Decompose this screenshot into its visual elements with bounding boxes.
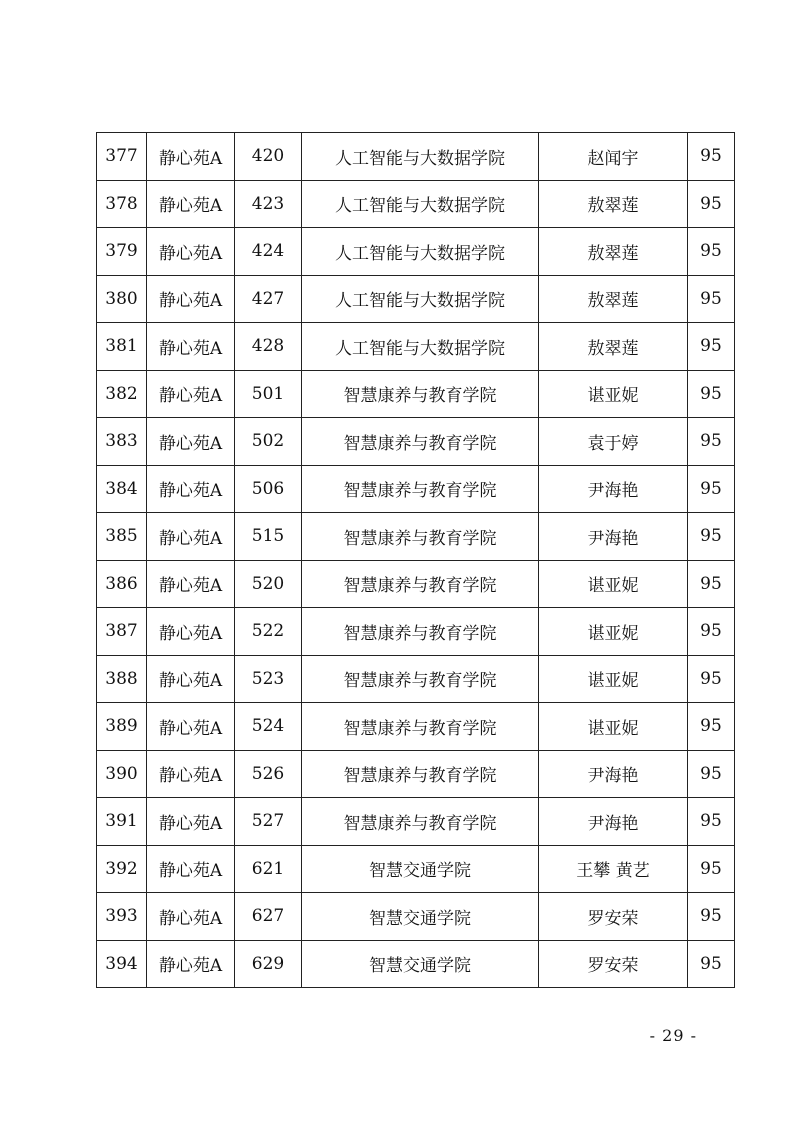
score-cell: 95 <box>688 703 735 751</box>
counselor-cell: 谌亚妮 <box>539 608 688 656</box>
score-cell: 95 <box>688 845 735 893</box>
table-row <box>97 275 735 323</box>
counselor-cell: 尹海艳 <box>539 798 688 846</box>
building-cell: 静心苑A <box>147 940 235 988</box>
score-cell: 95 <box>688 180 735 228</box>
college-cell: 人工智能与大数据学院 <box>302 275 539 323</box>
college-cell: 智慧康养与教育学院 <box>302 465 539 513</box>
row-index-cell: 394 <box>97 940 147 988</box>
counselor-cell: 谌亚妮 <box>539 703 688 751</box>
building-cell: 静心苑A <box>147 845 235 893</box>
building-cell: 静心苑A <box>147 608 235 656</box>
room-number-cell: 523 <box>235 655 302 703</box>
college-cell: 智慧交通学院 <box>302 893 539 941</box>
room-number-cell: 424 <box>235 228 302 276</box>
table-row <box>97 228 735 276</box>
counselor-cell: 袁于婷 <box>539 418 688 466</box>
building-cell: 静心苑A <box>147 370 235 418</box>
building-cell: 静心苑A <box>147 275 235 323</box>
counselor-cell: 尹海艳 <box>539 750 688 798</box>
college-cell: 智慧康养与教育学院 <box>302 560 539 608</box>
table-row <box>97 845 735 893</box>
row-index-cell: 384 <box>97 465 147 513</box>
score-cell: 95 <box>688 798 735 846</box>
score-cell: 95 <box>688 655 735 703</box>
table-row <box>97 750 735 798</box>
score-cell: 95 <box>688 133 735 181</box>
college-cell: 智慧康养与教育学院 <box>302 418 539 466</box>
building-cell: 静心苑A <box>147 180 235 228</box>
college-cell: 人工智能与大数据学院 <box>302 180 539 228</box>
table-row <box>97 180 735 228</box>
room-number-cell: 427 <box>235 275 302 323</box>
row-index-cell: 377 <box>97 133 147 181</box>
counselor-cell: 王攀 黄艺 <box>539 845 688 893</box>
counselor-cell: 敖翠莲 <box>539 275 688 323</box>
room-number-cell: 502 <box>235 418 302 466</box>
table-row <box>97 893 735 941</box>
table-body <box>97 133 735 988</box>
table-row <box>97 560 735 608</box>
room-number-cell: 522 <box>235 608 302 656</box>
score-cell: 95 <box>688 228 735 276</box>
counselor-cell: 谌亚妮 <box>539 560 688 608</box>
row-index-cell: 393 <box>97 893 147 941</box>
college-cell: 人工智能与大数据学院 <box>302 133 539 181</box>
building-cell: 静心苑A <box>147 703 235 751</box>
college-cell: 智慧康养与教育学院 <box>302 655 539 703</box>
college-cell: 智慧康养与教育学院 <box>302 750 539 798</box>
table-row <box>97 418 735 466</box>
table-row <box>97 703 735 751</box>
table-row <box>97 370 735 418</box>
counselor-cell: 罗安荣 <box>539 940 688 988</box>
score-cell: 95 <box>688 370 735 418</box>
room-number-cell: 515 <box>235 513 302 561</box>
table-row <box>97 465 735 513</box>
table-row <box>97 133 735 181</box>
college-cell: 智慧康养与教育学院 <box>302 370 539 418</box>
counselor-cell: 谌亚妮 <box>539 655 688 703</box>
building-cell: 静心苑A <box>147 228 235 276</box>
row-index-cell: 378 <box>97 180 147 228</box>
row-index-cell: 381 <box>97 323 147 371</box>
row-index-cell: 383 <box>97 418 147 466</box>
room-number-cell: 527 <box>235 798 302 846</box>
building-cell: 静心苑A <box>147 750 235 798</box>
table-row <box>97 940 735 988</box>
row-index-cell: 392 <box>97 845 147 893</box>
row-index-cell: 380 <box>97 275 147 323</box>
counselor-cell: 尹海艳 <box>539 513 688 561</box>
row-index-cell: 390 <box>97 750 147 798</box>
counselor-cell: 赵闻宇 <box>539 133 688 181</box>
building-cell: 静心苑A <box>147 798 235 846</box>
score-cell: 95 <box>688 275 735 323</box>
building-cell: 静心苑A <box>147 655 235 703</box>
room-number-cell: 520 <box>235 560 302 608</box>
score-cell: 95 <box>688 465 735 513</box>
room-number-cell: 621 <box>235 845 302 893</box>
table-row <box>97 798 735 846</box>
dormitory-score-table <box>96 132 735 988</box>
college-cell: 智慧交通学院 <box>302 940 539 988</box>
building-cell: 静心苑A <box>147 418 235 466</box>
college-cell: 智慧康养与教育学院 <box>302 798 539 846</box>
score-cell: 95 <box>688 323 735 371</box>
college-cell: 智慧康养与教育学院 <box>302 608 539 656</box>
row-index-cell: 391 <box>97 798 147 846</box>
building-cell: 静心苑A <box>147 513 235 561</box>
table-row <box>97 513 735 561</box>
room-number-cell: 526 <box>235 750 302 798</box>
row-index-cell: 386 <box>97 560 147 608</box>
counselor-cell: 谌亚妮 <box>539 370 688 418</box>
row-index-cell: 379 <box>97 228 147 276</box>
building-cell: 静心苑A <box>147 133 235 181</box>
room-number-cell: 428 <box>235 323 302 371</box>
room-number-cell: 501 <box>235 370 302 418</box>
building-cell: 静心苑A <box>147 560 235 608</box>
score-cell: 95 <box>688 750 735 798</box>
score-cell: 95 <box>688 608 735 656</box>
building-cell: 静心苑A <box>147 893 235 941</box>
college-cell: 人工智能与大数据学院 <box>302 323 539 371</box>
table-row <box>97 608 735 656</box>
table-row <box>97 323 735 371</box>
score-cell: 95 <box>688 893 735 941</box>
counselor-cell: 敖翠莲 <box>539 323 688 371</box>
row-index-cell: 388 <box>97 655 147 703</box>
score-cell: 95 <box>688 560 735 608</box>
room-number-cell: 629 <box>235 940 302 988</box>
counselor-cell: 敖翠莲 <box>539 228 688 276</box>
room-number-cell: 524 <box>235 703 302 751</box>
page-number: - 29 - <box>649 1026 697 1045</box>
room-number-cell: 506 <box>235 465 302 513</box>
counselor-cell: 罗安荣 <box>539 893 688 941</box>
room-number-cell: 627 <box>235 893 302 941</box>
room-number-cell: 420 <box>235 133 302 181</box>
college-cell: 智慧康养与教育学院 <box>302 703 539 751</box>
row-index-cell: 385 <box>97 513 147 561</box>
building-cell: 静心苑A <box>147 323 235 371</box>
building-cell: 静心苑A <box>147 465 235 513</box>
table-row <box>97 655 735 703</box>
college-cell: 人工智能与大数据学院 <box>302 228 539 276</box>
row-index-cell: 382 <box>97 370 147 418</box>
college-cell: 智慧康养与教育学院 <box>302 513 539 561</box>
row-index-cell: 389 <box>97 703 147 751</box>
college-cell: 智慧交通学院 <box>302 845 539 893</box>
room-number-cell: 423 <box>235 180 302 228</box>
score-cell: 95 <box>688 940 735 988</box>
row-index-cell: 387 <box>97 608 147 656</box>
score-cell: 95 <box>688 513 735 561</box>
counselor-cell: 尹海艳 <box>539 465 688 513</box>
counselor-cell: 敖翠莲 <box>539 180 688 228</box>
score-cell: 95 <box>688 418 735 466</box>
